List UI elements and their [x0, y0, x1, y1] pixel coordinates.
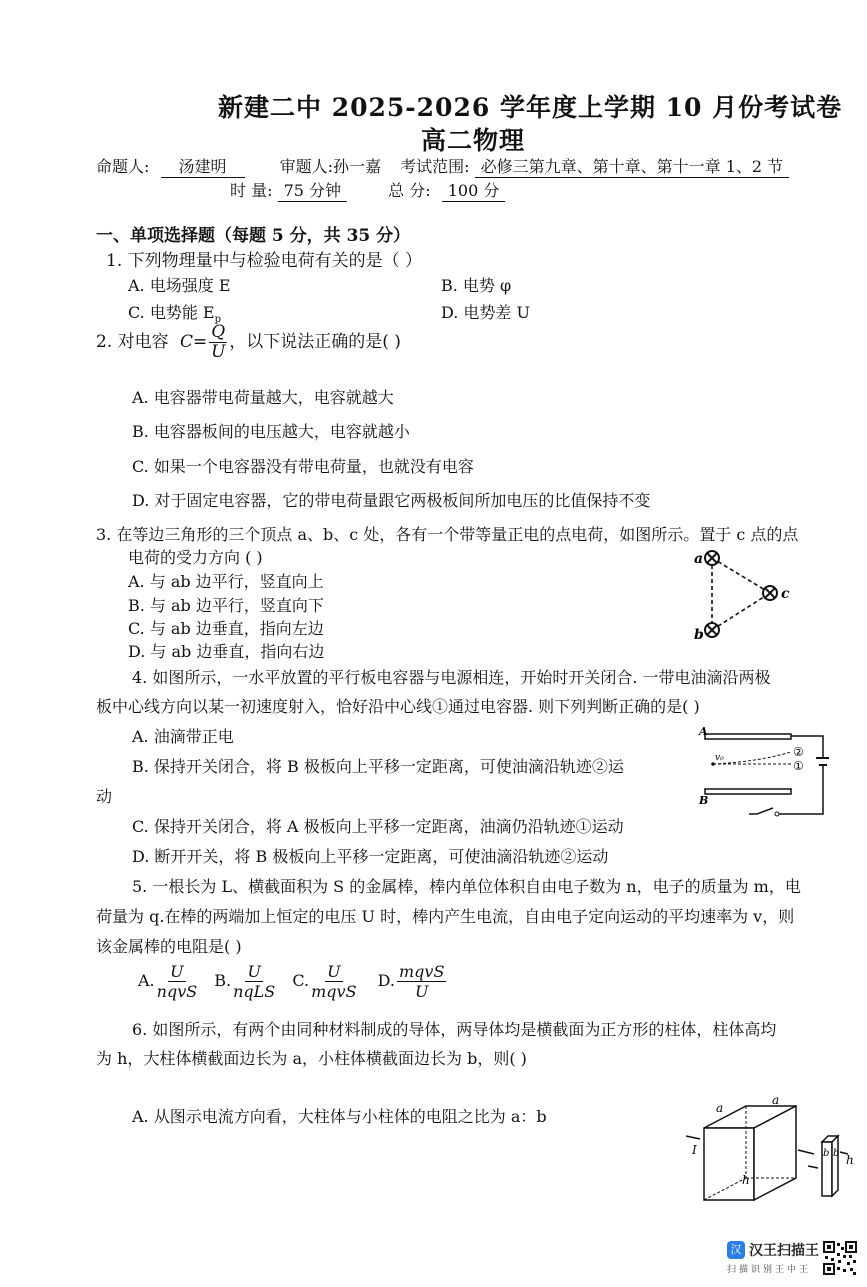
label-b-1: b — [823, 1148, 830, 1159]
q4-option-c: C. 保持开关闭合，将 A 极板向上平移一定距离，油滴仍沿轨迹①运动 — [132, 817, 624, 836]
label-v0: v₀ — [715, 753, 724, 763]
q3-option-b: B. 与 ab 边平行，竖直向下 — [128, 596, 324, 615]
time-label: 时 量: — [230, 181, 273, 200]
q6-stem-line2: 为 h，大柱体横截面边长为 a，小柱体横截面边长为 b，则( ) — [96, 1049, 527, 1068]
q5-option-a: A. U nqvS — [138, 962, 198, 1001]
charge-b — [705, 623, 719, 637]
label-a-1: a — [716, 1101, 724, 1115]
q3-option-d: D. 与 ab 边垂直，指向右边 — [128, 642, 325, 661]
q5-option-d: D. mqvS U — [377, 962, 445, 1001]
q2-option-d: D. 对于固定电容器，它的带电荷量跟它两极板间所加电压的比值保持不变 — [132, 491, 651, 510]
q2-option-a: A. 电容器带电荷量越大，电容就越大 — [132, 388, 394, 407]
exam-title: 新建二中 2025-2026 学年度上学期 10 月份考试卷 — [218, 93, 843, 122]
q1-stem: 1. 下列物理量中与检验电荷有关的是（ ） — [106, 251, 423, 271]
q6-conductor-figure — [686, 1092, 864, 1208]
scanner-logo-icon: 汉 — [727, 1241, 745, 1259]
q5-stem-line3: 该金属棒的电阻是( ) — [96, 937, 242, 956]
charge-c — [763, 586, 777, 600]
q2-stem: 2. 对电容 C= $\frac{Q}{U}$ ，以下说法正确的是( ) — [96, 322, 401, 362]
label-a: a — [694, 551, 704, 567]
label-a-2: a — [772, 1093, 780, 1107]
q3-option-a: A. 与 ab 边平行，竖直向上 — [128, 572, 324, 591]
q1-option-a: A. 电场强度 E — [128, 276, 231, 295]
q2-option-b: B. 电容器板间的电压越大，电容就越小 — [132, 422, 410, 441]
q1-option-c: C. 电势能 $E_p$ — [128, 303, 222, 326]
header-row-2 — [230, 178, 505, 202]
plate-b — [705, 789, 791, 794]
qr-code-icon — [823, 1241, 857, 1275]
q4-option-d: D. 断开开关，将 B 极板向上平移一定距离，可使油滴沿轨迹②运动 — [132, 847, 609, 866]
score-label: 总 分: — [388, 181, 431, 200]
scanner-brand: 汉王扫描王 — [749, 1243, 819, 1259]
reviewer-label: 审题人: — [279, 157, 333, 176]
q4-stem-line1: 4. 如图所示，一水平放置的平行板电容器与电源相连，开始时开关闭合. 一带电油滴沿两极 — [132, 668, 771, 687]
q3-triangle-figure — [690, 545, 800, 645]
path-2 — [713, 752, 791, 764]
q5-stem-line2: 荷量为 q.在棒的两端加上恒定的电压 U 时，棒内产生电流，自由电子定向运动的平均速率为 v，则 — [96, 907, 795, 926]
scanner-tagline: 扫描识别王中王 — [727, 1265, 812, 1275]
label-h-small: h — [846, 1153, 854, 1167]
q4-option-b-line2: 动 — [96, 787, 113, 806]
switch — [757, 808, 773, 814]
label-plate-a: A — [699, 725, 708, 738]
q6-option-a: A. 从图示电流方向看，大柱体与小柱体的电阻之比为 a：b — [132, 1107, 547, 1126]
author-label: 命题人: — [96, 157, 150, 176]
exam-score: 100 分 — [442, 181, 506, 202]
small-prism — [808, 1136, 848, 1196]
label-b: b — [694, 627, 704, 643]
exam-time: 75 分钟 — [278, 181, 347, 202]
label-path-1: ① — [793, 759, 804, 773]
q5-option-b: B. U nqLS — [214, 962, 276, 1001]
reviewer-name: 孙一嘉 — [333, 157, 382, 176]
q3-option-c: C. 与 ab 边垂直，指向左边 — [128, 619, 324, 638]
q4-capacitor-figure — [697, 720, 829, 820]
q4-stem-line2: 板中心线方向以某一初速度射入，恰好沿中心线①通过电容器. 则下列判断正确的是( ) — [96, 697, 700, 716]
scope-label: 考试范围: — [400, 157, 470, 176]
large-prism — [686, 1106, 814, 1200]
label-c: c — [781, 586, 790, 602]
q5-stem-line1: 5. 一根长为 L、横截面积为 S 的金属棒，棒内单位体积自由电子数为 n，电子的质量为 m，电 — [132, 877, 801, 896]
label-h: h — [742, 1173, 750, 1187]
author-name: 汤建明 — [161, 157, 245, 178]
q1-option-d: D. 电势差 U — [441, 303, 531, 322]
header-row-1 — [96, 154, 789, 178]
q2-option-c: C. 如果一个电容器没有带电荷量，也就没有电容 — [132, 457, 474, 476]
exam-scope: 必修三第九章、第十章、第十一章 1、2 节 — [475, 157, 790, 178]
label-plate-b: B — [699, 794, 709, 807]
charge-a — [705, 551, 719, 565]
q6-stem-line1: 6. 如图所示，有两个由同种材料制成的导体，两导体均是横截面为正方形的柱体，柱体高均 — [132, 1020, 777, 1039]
label-b-2: b — [833, 1148, 840, 1159]
q4-option-b-line1: B. 保持开关闭合，将 B 极板向上平移一定距离，可使油滴沿轨迹②运 — [132, 757, 624, 776]
q3-stem-line1: 3. 在等边三角形的三个顶点 a、b、c 处，各有一个带等量正电的点电荷，如图所示。置于 c 点的点 — [96, 525, 799, 544]
q4-option-a: A. 油滴带正电 — [132, 727, 234, 746]
q5-option-c: C. U mqvS — [292, 962, 357, 1001]
plate-a — [705, 734, 791, 739]
section-heading: 一、单项选择题（每题 5 分，共 35 分） — [96, 226, 411, 246]
label-path-2: ② — [793, 745, 804, 759]
label-current-1: I — [692, 1143, 697, 1157]
q5-options — [138, 962, 448, 1001]
exam-subject: 高二物理 — [421, 126, 526, 155]
scanner-watermark — [727, 1240, 819, 1275]
q3-stem-line2: 电荷的受力方向 ( ) — [128, 548, 263, 567]
q1-option-b: B. 电势 φ — [441, 276, 512, 295]
